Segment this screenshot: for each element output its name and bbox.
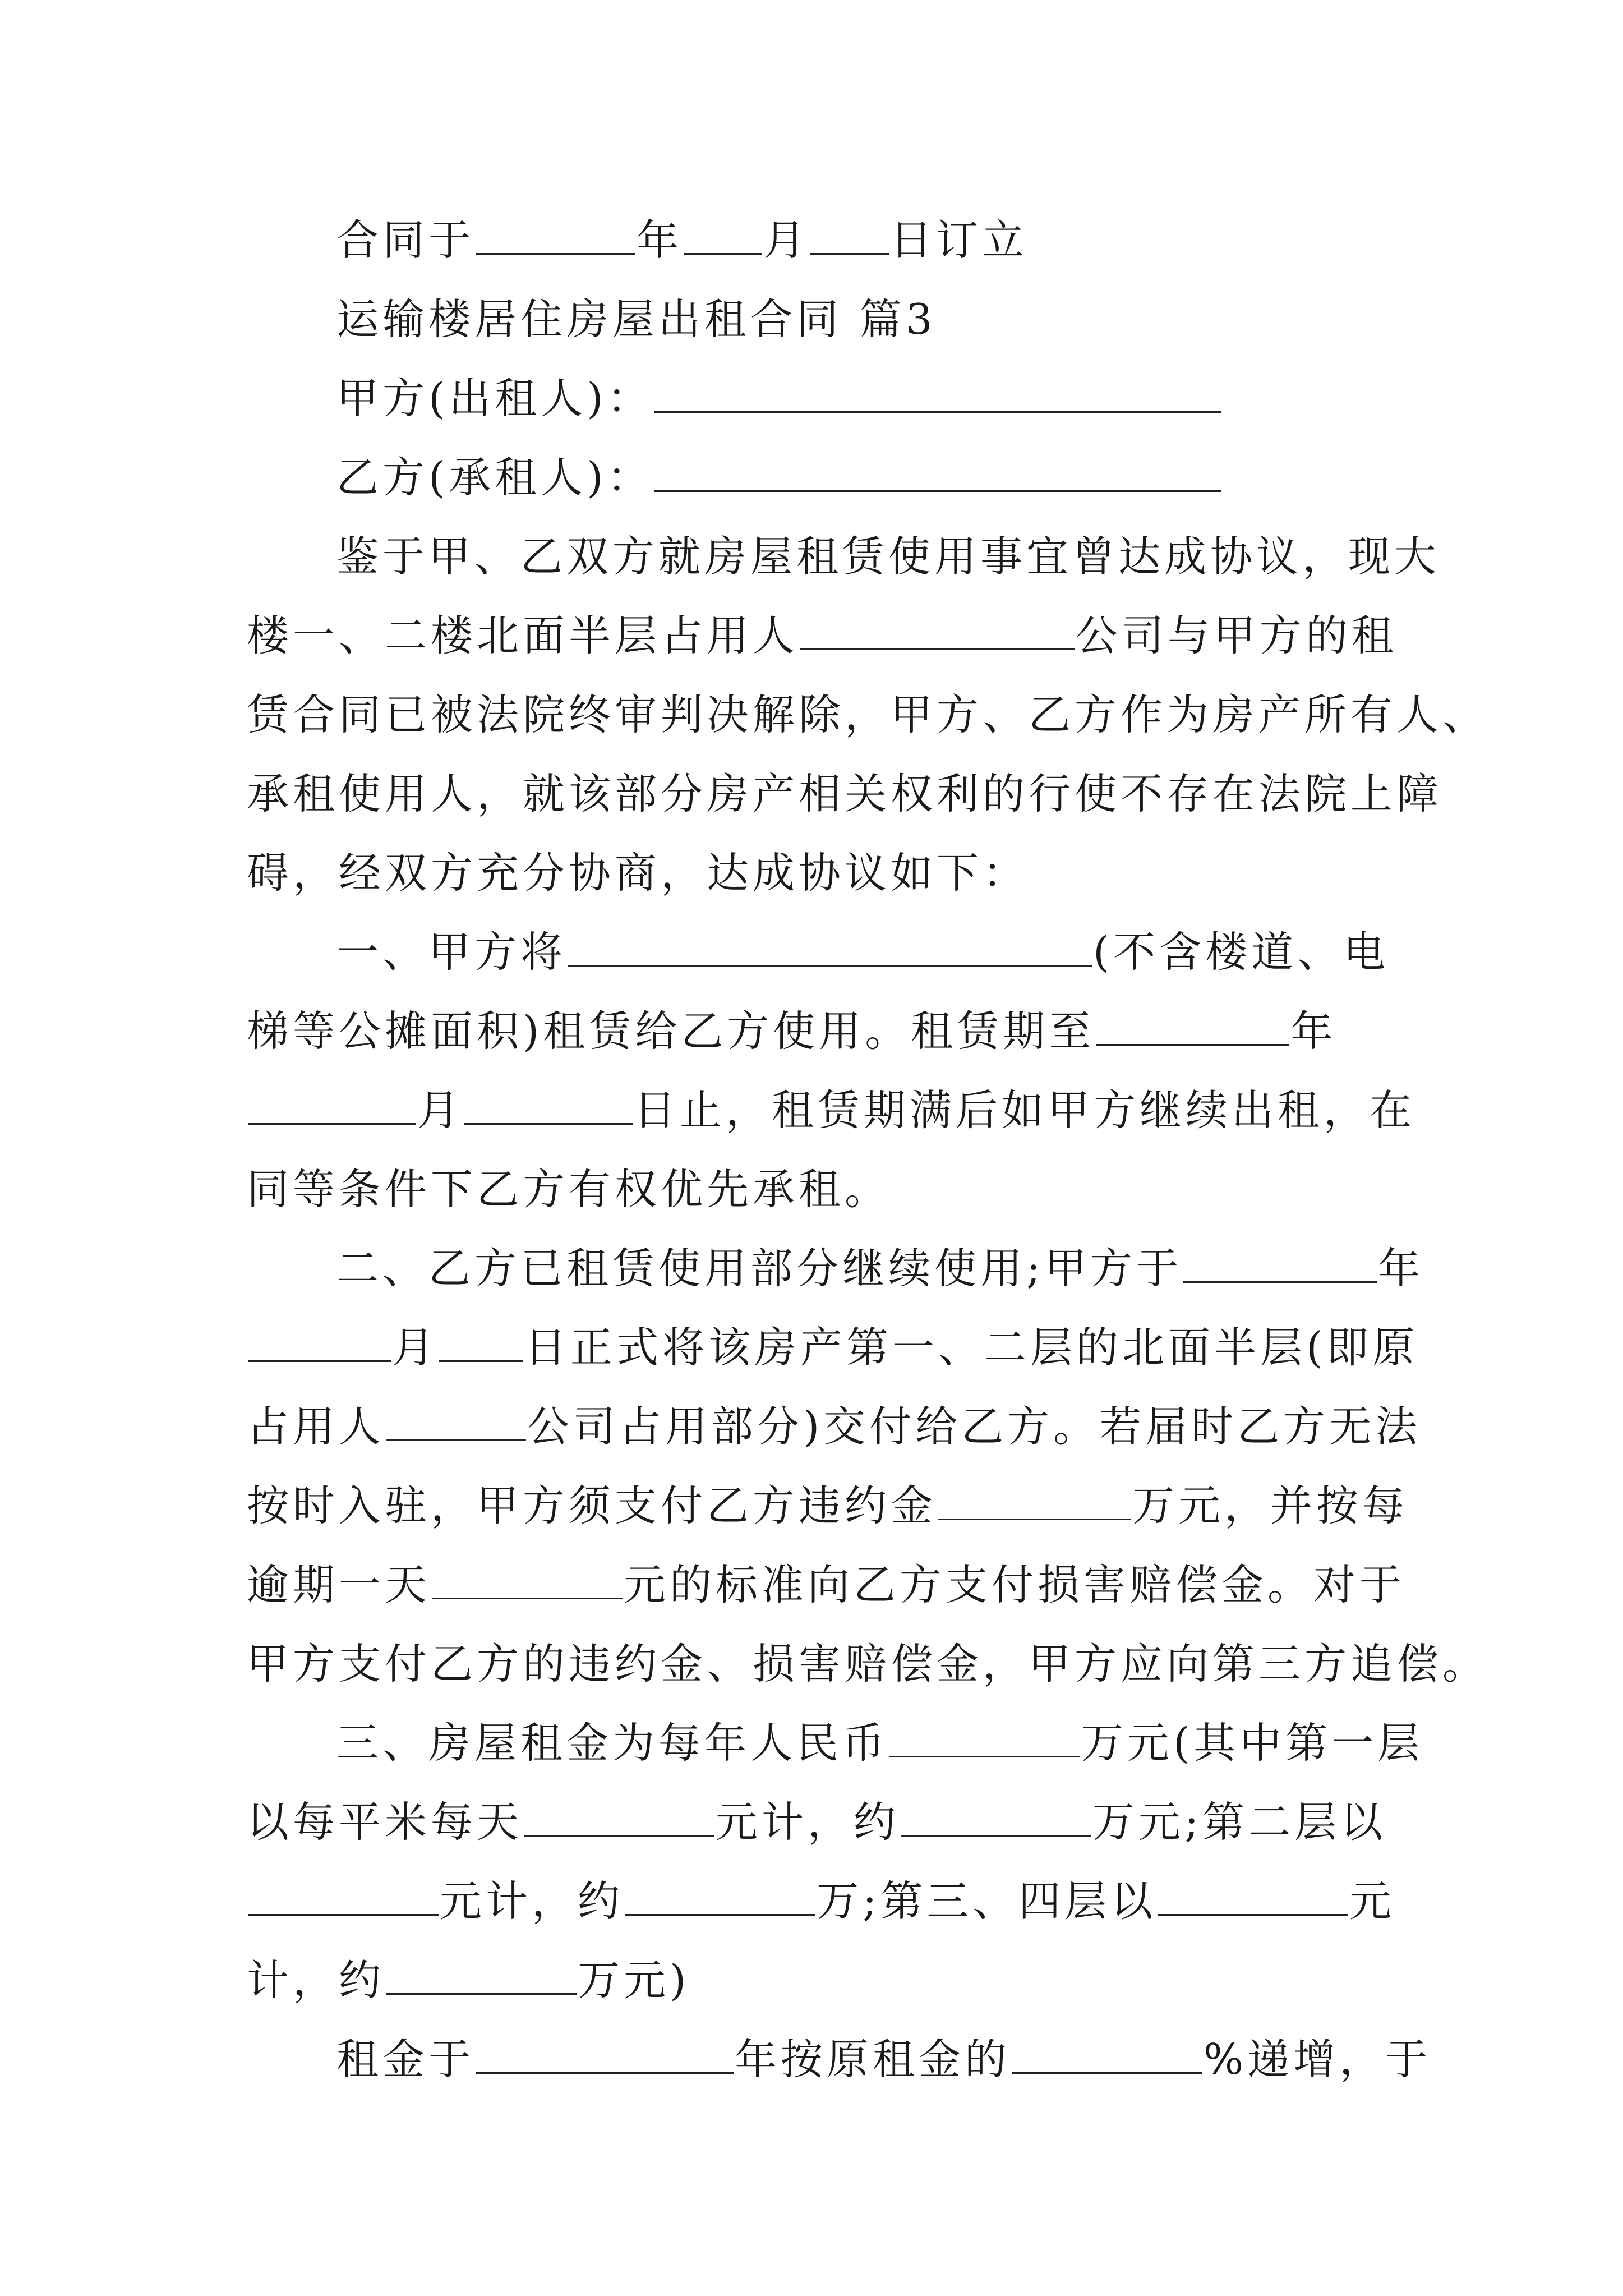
daily-compensation-blank	[432, 1563, 623, 1599]
text-segment: 年	[637, 215, 683, 265]
text-segment: 逾期一天	[247, 1560, 431, 1609]
text-segment: 元	[1349, 1876, 1396, 1926]
text-segment: 楼一、二楼北面半层占用人	[247, 611, 799, 660]
text-segment: 计，约	[247, 1955, 385, 2005]
daily-rate-blank	[524, 1800, 714, 1837]
company-blank	[800, 614, 1075, 650]
party-a-line	[336, 373, 1385, 424]
text-segment: 承租使用人，就该部分房产相关权利的行使不存在法院上障	[247, 769, 1443, 818]
third-fourth-floor-rate-blank	[1158, 1879, 1348, 1916]
rent-increase-line	[336, 2034, 1432, 2085]
text-segment: 万元，并按每	[1132, 1481, 1409, 1530]
text-segment: 年	[1290, 1006, 1337, 1056]
text-segment: %递增，于	[1204, 2035, 1432, 2084]
paragraph-line	[247, 769, 1443, 819]
amount-blank	[386, 1958, 577, 1995]
paragraph-line	[247, 1559, 1406, 1610]
paragraph-line	[247, 1639, 1489, 1689]
text-segment: 一、甲方将	[336, 927, 567, 977]
company-blank	[386, 1405, 526, 1441]
text-segment: 元计，约	[440, 1876, 624, 1926]
text-segment: 公司占用部分)交付给乙方。若届时乙方无法	[527, 1402, 1422, 1451]
month-blank	[248, 1088, 416, 1125]
text-segment: 合同于	[336, 215, 475, 265]
penalty-blank	[938, 1484, 1131, 1520]
party-b-line	[336, 452, 1385, 503]
text-segment: 梯等公摊面积)租赁给乙方使用。租赁期至	[247, 1006, 1095, 1056]
year-blank	[1096, 1009, 1289, 1046]
premises-blank	[568, 930, 1092, 967]
paragraph-line	[247, 1480, 1409, 1531]
text-segment: 乙方(承租人)：	[336, 453, 653, 502]
text-segment: (不含楼道、电	[1093, 927, 1390, 977]
paragraph-line	[247, 1164, 1385, 1214]
paragraph-line	[247, 848, 1385, 898]
text-segment: 租金于	[336, 2035, 475, 2084]
party-a-blank	[654, 376, 1221, 413]
text-segment: 月	[417, 1085, 464, 1135]
text-segment: 三、房屋租金为每年人民币	[336, 1718, 889, 1768]
paragraph-line	[247, 1322, 1419, 1373]
paragraph-line	[247, 1085, 1416, 1135]
text-segment: 甲方(出租人)：	[336, 374, 653, 423]
text-segment: 元计，约	[716, 1797, 900, 1847]
party-b-blank	[654, 455, 1221, 492]
month-blank	[248, 1326, 391, 1362]
text-segment: 占用人	[247, 1402, 385, 1451]
text-segment: 年按原租金的	[735, 2035, 1011, 2084]
paragraph-line	[336, 531, 1441, 582]
day-blank	[464, 1088, 633, 1125]
text-segment: 月	[763, 215, 810, 265]
text-segment: 万元(其中第一层	[1081, 1718, 1424, 1768]
text-segment: 赁合同已被法院终审判决解除，甲方、乙方作为房产所有人、	[247, 690, 1489, 739]
year-blank	[476, 2037, 734, 2074]
text-segment: 元的标准向乙方支付损害赔偿金。对于	[624, 1560, 1406, 1609]
second-floor-rate-blank	[248, 1879, 439, 1916]
clause-1-line	[336, 927, 1390, 977]
contract-date-line	[336, 215, 1385, 265]
contract-title	[336, 294, 1385, 344]
paragraph-line	[247, 1006, 1385, 1056]
text-segment: 万元)	[578, 1955, 690, 2005]
text-segment: 按时入驻，甲方须支付乙方违约金	[247, 1481, 937, 1530]
day-blank	[810, 218, 889, 255]
paragraph-line	[247, 1401, 1422, 1452]
text-segment: 鉴于甲、乙双方就房屋租赁使用事宜曾达成协议，现大	[336, 532, 1441, 581]
year-blank	[476, 218, 635, 255]
text-segment: 甲方支付乙方的违约金、损害赔偿金，甲方应向第三方追偿。	[247, 1639, 1489, 1688]
text-segment: 万元;第二层以	[1092, 1797, 1387, 1847]
day-blank	[439, 1326, 523, 1362]
text-segment: 日正式将该房产第一、二层的北面半层(即原	[524, 1323, 1419, 1372]
text-segment: 同等条件下乙方有权优先承租。	[247, 1165, 891, 1214]
month-blank	[684, 218, 762, 255]
year-blank	[1183, 1246, 1377, 1283]
text-segment: 万;第三、四层以	[817, 1876, 1157, 1926]
text-segment: 碍，经双方充分协商，达成协议如下：	[247, 848, 1029, 898]
text-segment: 月	[392, 1323, 439, 1372]
paragraph-line	[247, 1797, 1385, 1847]
amount-blank	[901, 1800, 1091, 1837]
paragraph-line	[247, 689, 1489, 740]
text-segment: 以每平米每天	[247, 1797, 523, 1847]
text-segment: 公司与甲方的租	[1076, 611, 1398, 660]
text-segment: 二、乙方已租赁使用部分继续使用;甲方于	[336, 1244, 1183, 1293]
annual-rent-blank	[889, 1721, 1080, 1757]
percent-blank	[1012, 2037, 1202, 2074]
clause-2-line	[336, 1243, 1424, 1294]
text-segment: 年	[1378, 1244, 1424, 1293]
text-segment: 运输楼居住房屋出租合同 篇3	[336, 295, 937, 344]
paragraph-line	[247, 1955, 1385, 2005]
text-segment: 日订立	[890, 215, 1029, 265]
paragraph-line	[247, 610, 1398, 661]
clause-3-line	[336, 1718, 1424, 1768]
paragraph-line	[247, 1876, 1396, 1926]
amount-blank	[625, 1879, 815, 1916]
text-segment: 日止，租赁期满后如甲方继续出租，在	[634, 1085, 1416, 1135]
